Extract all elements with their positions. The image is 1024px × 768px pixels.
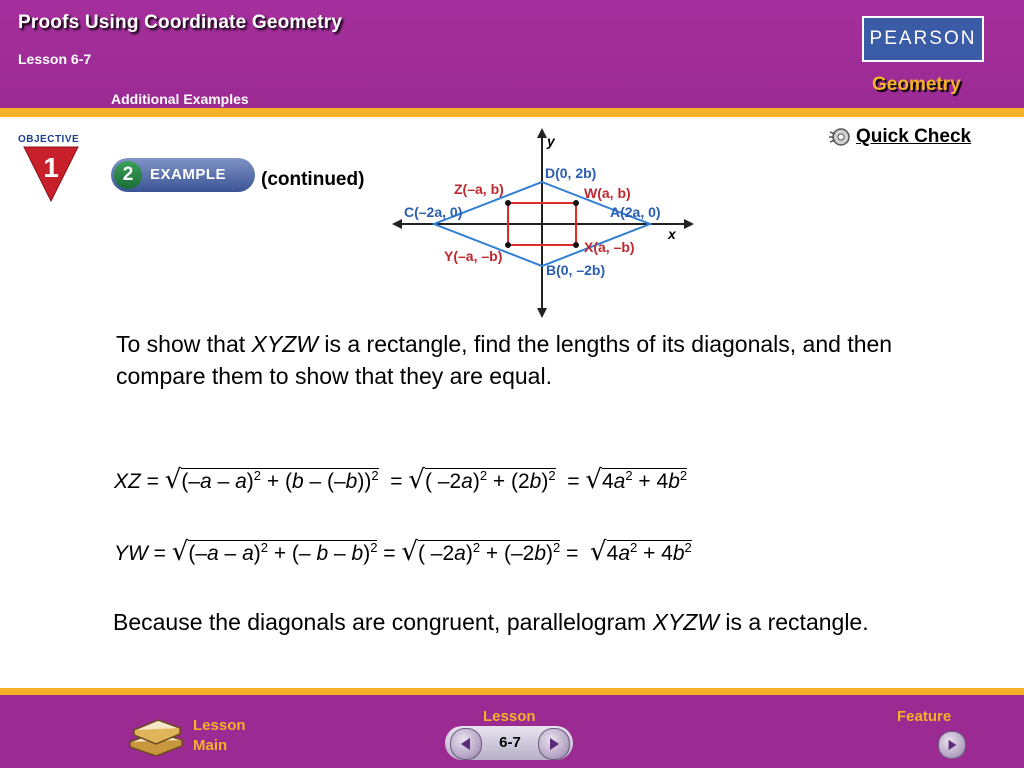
conclusion-text-b: XYZW	[652, 609, 720, 635]
paragraph-text-c: is a rectangle, find the lengths of its diagonals, and then compare them to show that they are equal.	[116, 331, 893, 389]
arrow-left-icon	[459, 737, 473, 751]
section-label: Additional Examples	[111, 91, 249, 107]
arrow-right-icon	[547, 737, 561, 751]
point-Z	[505, 200, 511, 206]
lesson-nav-label: Lesson	[483, 708, 536, 725]
instruction-paragraph	[116, 328, 916, 392]
equation-yw: YW = √(–a – a)$^2$ + (– b – b)$^2$ = √( $-2a)^2 + (-2b)^2 = √4a^2 + 4b^2$	[114, 537, 692, 567]
equation-xz-lhs: XZ	[114, 470, 141, 493]
example-number: 2	[114, 161, 142, 189]
quick-check-link[interactable]	[828, 126, 971, 148]
page-number: 6-7	[499, 734, 521, 751]
point-Y	[505, 242, 511, 248]
quick-check-label[interactable]: Quick Check	[856, 126, 972, 147]
continued-label: (continued)	[261, 169, 365, 190]
label-B: B(0, –2b)	[546, 262, 606, 278]
objective-number: 1	[43, 152, 59, 183]
lesson-label: Lesson 6-7	[18, 51, 92, 67]
y-axis-arrow-up	[537, 128, 547, 138]
label-X: X(a, –b)	[584, 239, 635, 255]
next-page-button[interactable]	[538, 728, 570, 760]
gear-icon	[828, 126, 852, 148]
objective-badge	[18, 134, 90, 208]
point-X	[573, 242, 579, 248]
x-axis-label: x	[668, 226, 676, 242]
coordinate-diagram	[390, 126, 700, 318]
books-icon	[126, 712, 186, 756]
label-Z: Z(–a, b)	[454, 181, 504, 197]
conclusion-text	[113, 606, 993, 638]
point-W	[573, 200, 579, 206]
feature-next-button[interactable]	[938, 731, 966, 759]
example-label: EXAMPLE	[150, 166, 227, 183]
conclusion-text-c: is a rectangle.	[719, 609, 869, 635]
x-axis-arrow-left	[392, 219, 402, 229]
previous-page-button[interactable]	[450, 728, 482, 760]
label-Y: Y(–a, –b)	[444, 248, 503, 264]
conclusion-text-a: Because the diagonals are congruent, parallelogram	[113, 609, 653, 635]
pearson-logo: PEARSON	[862, 16, 984, 62]
objective-number-icon	[18, 145, 88, 203]
feature-label: Feature	[897, 708, 952, 725]
label-A: A(2a, 0)	[610, 204, 661, 220]
paragraph-text-a: To show that	[116, 331, 252, 357]
objective-label: OBJECTIVE	[18, 134, 80, 145]
lesson-main-button[interactable]	[126, 712, 186, 761]
y-axis-arrow-down	[537, 308, 547, 318]
lesson-main-label-2: Main	[193, 737, 228, 754]
page-title: Proofs Using Coordinate Geometry	[18, 12, 343, 33]
label-W: W(a, b)	[584, 185, 631, 201]
x-axis-arrow-right	[684, 219, 694, 229]
header-gold-band	[0, 108, 1024, 117]
subject-label: Geometry	[872, 74, 961, 95]
y-axis-label: y	[547, 133, 555, 149]
equation-xz: XZ = √(–a – a)$^2$ + (b – (–b))$^2$ = √( $-2a)^2 + (2b)^2 = √4a^2 + 4b^2$	[114, 465, 688, 495]
equation-yw-lhs: YW	[114, 542, 148, 565]
lesson-main-label[interactable]	[193, 716, 246, 756]
arrow-right-icon	[946, 739, 958, 751]
label-C: C(–2a, 0)	[404, 204, 463, 220]
label-D: D(0, 2b)	[545, 165, 597, 181]
footer-gold-band	[0, 688, 1024, 695]
lesson-main-label-1: Lesson	[193, 717, 246, 734]
paragraph-text-b: XYZW	[251, 331, 318, 357]
